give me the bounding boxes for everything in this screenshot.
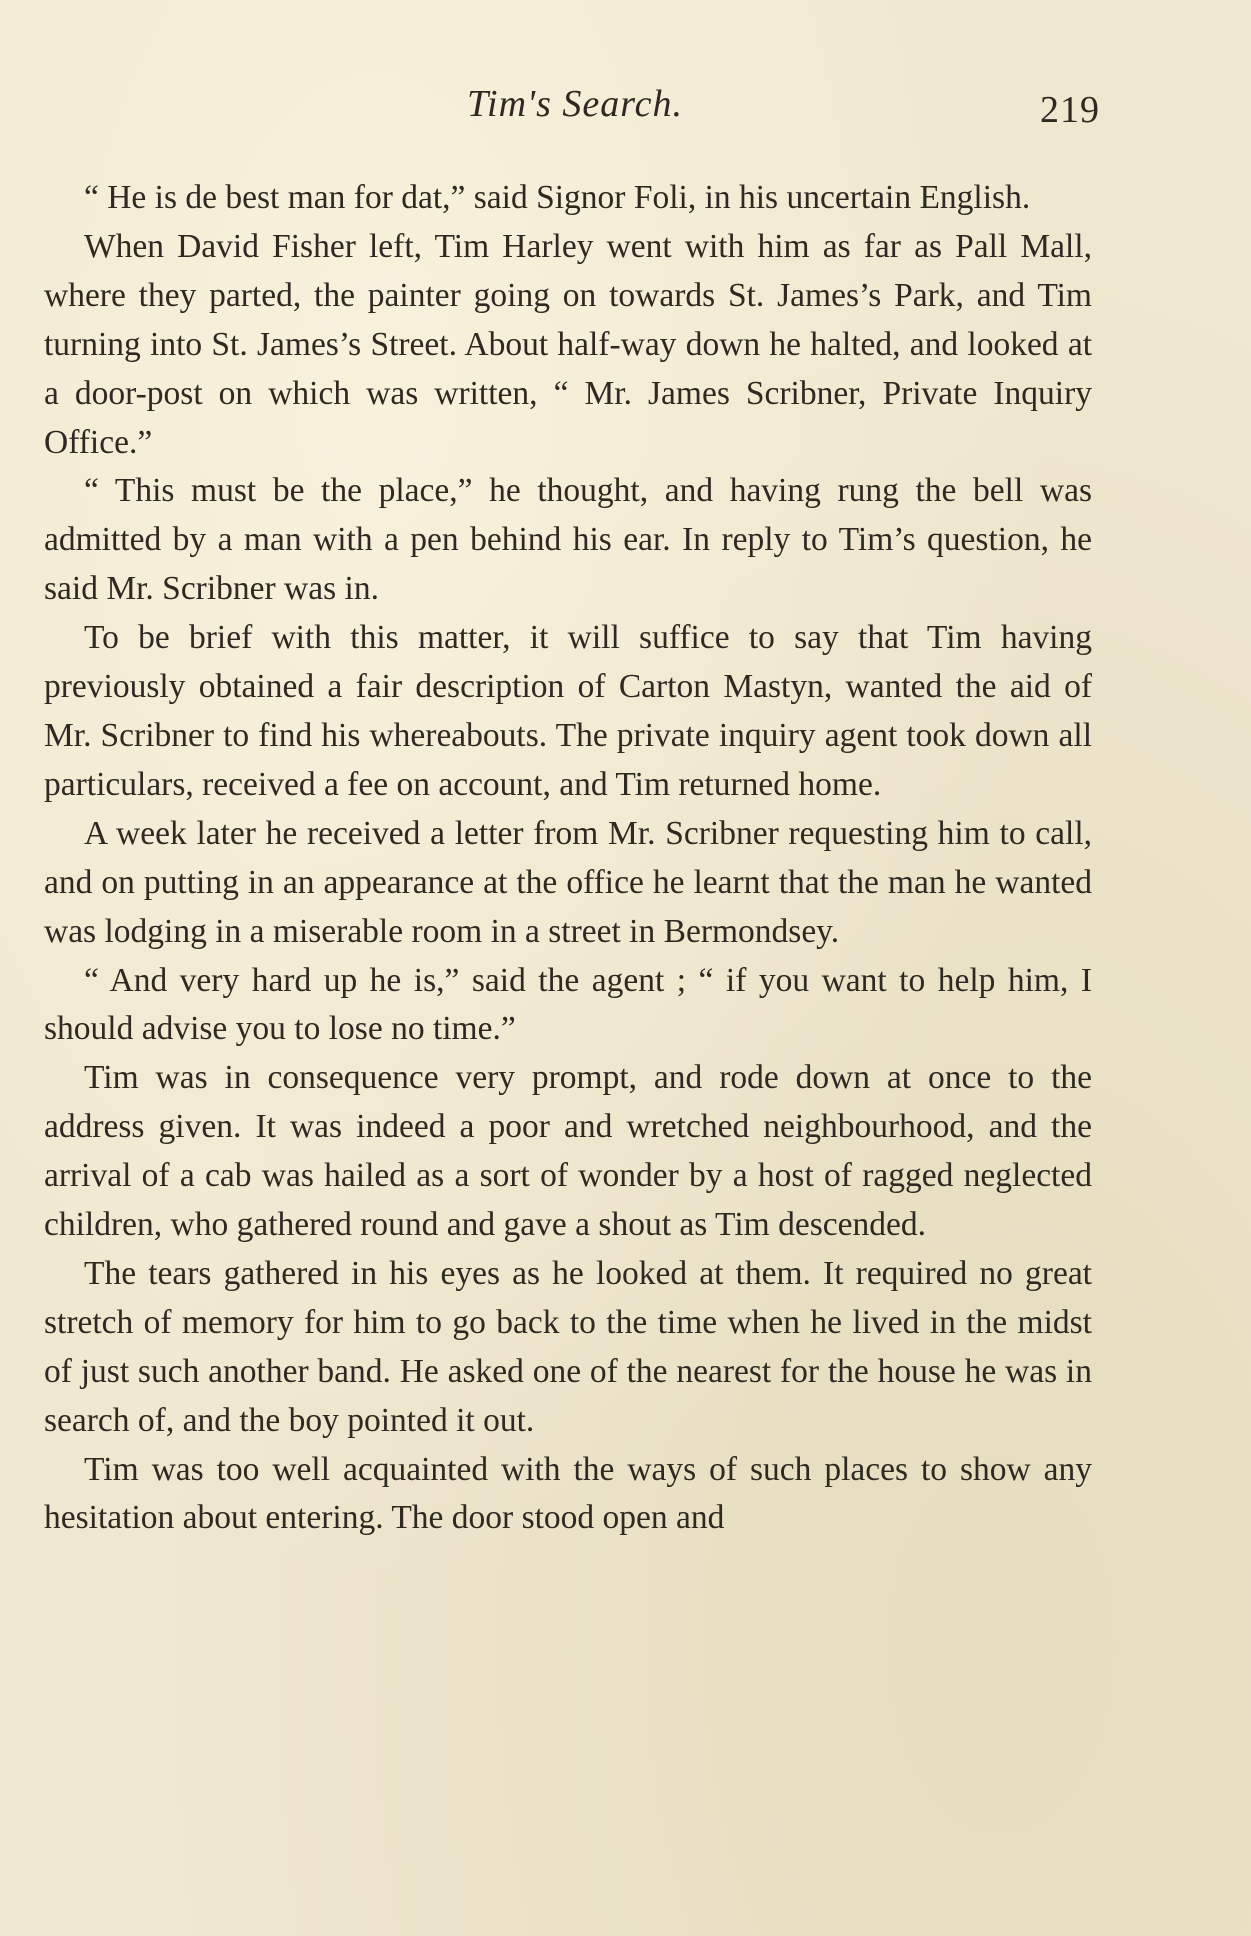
body-text: [44, 174, 1092, 1543]
paragraph: To be brief with this matter, it will suffice to say that Tim having previously obtained a fair description of Carton Mastyn, wanted the aid of Mr. Scribner to find his whereabouts. The private inquiry agent took down all particulars, received a fee on account, and Tim returned home.: [44, 619, 1092, 803]
page-number: 219: [1040, 89, 1100, 131]
paragraph: Tim was too well acquainted with the ways of such places to show any hesitation about entering. The door stood open and: [44, 1450, 1092, 1537]
paragraph: “ He is de best man for dat,” said Signor Foli, in his uncertain English.: [84, 179, 1031, 216]
paragraph: Tim was in consequence very prompt, and rode down at once to the address given. It was indeed a poor and wretched neighbourhood, and the arrival of a cab was hailed as a sort of wonder by a host of ragged neglected children, who gathered round and gave a shout as Tim descended.: [44, 1059, 1092, 1244]
paragraph: When David Fisher left, Tim Harley went with him as far as Pall Mall, where they parted, the painter going on towards St. James’s Park, and Tim turning into St. James’s Street. About half-way down he halted, and looked at a door-post on which was written, “ Mr. James Scribner, Private Inquiry Office.”: [44, 227, 1092, 461]
running-title: Tim's Search.: [466, 83, 684, 125]
paragraph: The tears gathered in his eyes as he looked at them. It required no great stretch of memory for him to go back to the time when he lived in the midst of just such another band. He asked one of the nearest for the house he was in search of, and the boy pointed it out.: [44, 1254, 1092, 1439]
paragraph: A week later he received a letter from Mr. Scribner requesting him to call, and on putting in an appearance at the office he learnt that the man he wanted was lodging in a miserable room in a street in Bermondsey.: [44, 814, 1092, 950]
paragraph: “ And very hard up he is,” said the agent ; “ if you want to help him, I should advise you to lose no time.”: [44, 961, 1092, 1048]
paragraph: “ This must be the place,” he thought, and having rung the bell was admitted by a man with a pen behind his ear. In reply to Tim’s question, he said Mr. Scribner was in.: [44, 472, 1092, 608]
